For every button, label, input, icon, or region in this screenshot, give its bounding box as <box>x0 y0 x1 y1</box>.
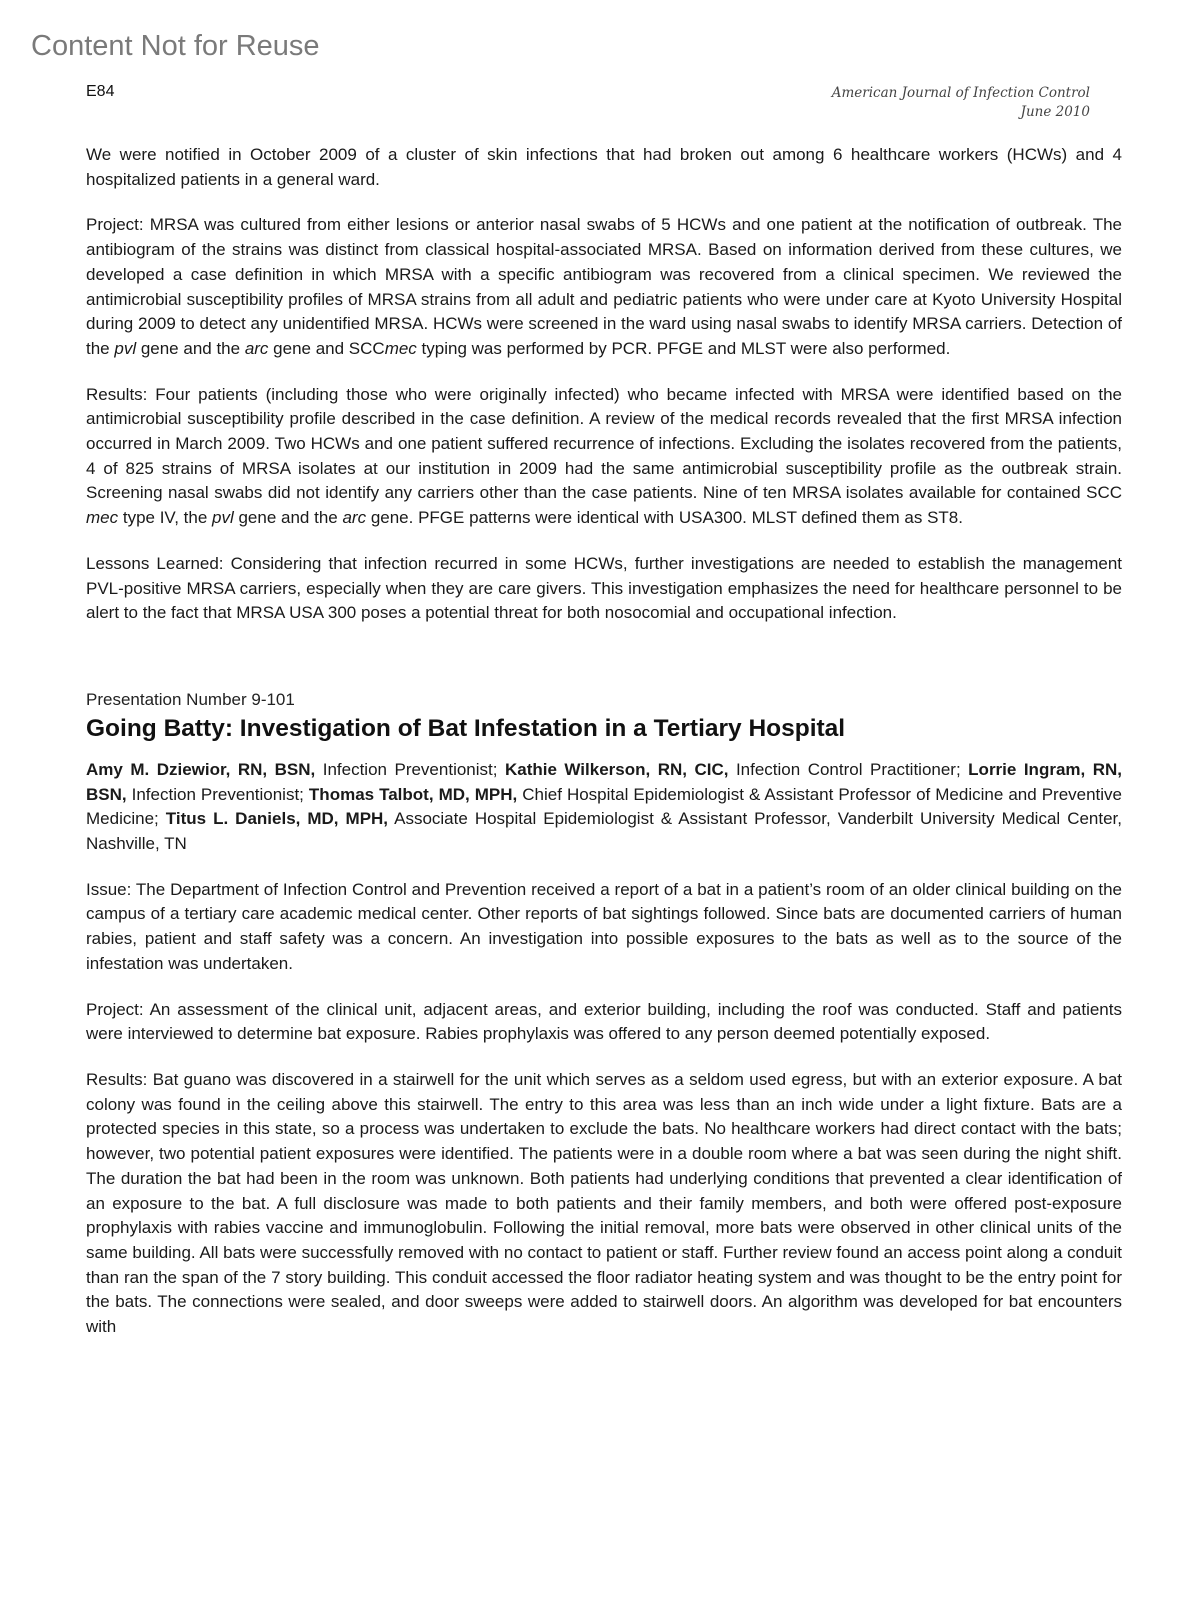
abstract-bats <box>86 688 1122 1340</box>
issue-paragraph: Issue: The Department of Infection Control and Prevention received a report of a bat in a patient’s room of an older clinical building on the campus of a tertiary care academic medical center. Other reports of bat sightings followed. Since bats are documented carriers of human rabies, patient and staff safety was a concern. An investigation into possible exposures to the bats as well as to the source of the infestation was undertaken. <box>86 879 1122 973</box>
abstract-mrsa <box>86 143 1122 626</box>
results-paragraph: Results: Four patients (including those who were originally infected) who became infected with MRSA were identified based on the antimicrobial susceptibility profile described in the case definition. A review of the medical records revealed that the first MRSA infection occurred in March 2009. Two HCWs and one patient suffered recurrence of infections. Excluding the isolates recovered from the patients, 4 of 825 strains of MRSA isolates at our institution in 2009 had the same antimicrobial susceptibility profile as the outbreak strain. Screening nasal swabs did not identify any carriers other than the case patients. Nine of ten MRSA isolates available for contained SCC mec type IV, the pvl gene and the arc gene. PFGE patterns were identical with USA300. MLST defined them as ST8. <box>86 384 1122 528</box>
project-paragraph: Project: An assessment of the clinical unit, adjacent areas, and exterior building, including the roof was conducted. Staff and patients were interviewed to determine bat exposure. Rabies prophylaxis was offered to any person deemed potentially exposed. <box>86 999 1122 1044</box>
watermark: Content Not for Reuse <box>31 30 320 62</box>
intro-paragraph: We were notified in October 2009 of a cluster of skin infections that had broken out among 6 healthcare workers (HCWs) and 4 hospitalized patients in a general ward. <box>86 145 1122 189</box>
project-paragraph: Project: MRSA was cultured from either lesions or anterior nasal swabs of 5 HCWs and one patient at the notification of outbreak. The antibiogram of the strains was distinct from classical hospital-associated MRSA. Based on information derived from these cultures, we developed a case definition in which MRSA with a specific antibiogram was recovered from a clinical specimen. We reviewed the antimicrobial susceptibility profiles of MRSA strains from all adult and pediatric patients who were under care at Kyoto University Hospital during 2009 to detect any unidentified MRSA. HCWs were screened in the ward using nasal swabs to identify MRSA carriers. Detection of the pvl gene and the arc gene and SCCmec typing was performed by PCR. PFGE and MLST were also performed. <box>86 215 1122 358</box>
page-content <box>86 143 1122 1340</box>
presentation-number: Presentation Number 9-101 <box>86 689 295 709</box>
page-number: E84 <box>86 83 115 100</box>
results-paragraph: Results: Bat guano was discovered in a stairwell for the unit which serves as a seldom used egress, but with an exterior exposure. A bat colony was found in the ceiling above this stairwell. The entry to this area was less than an inch wide under a light fixture. Bats are a protected species in this state, so a process was undertaken to exclude the bats. No healthcare workers had direct contact with the bats; however, two potential patient exposures were identified. The patients were in a double room where a bat was seen during the night shift. The duration the bat had been in the room was unknown. Both patients had underlying conditions that prevented a clear identification of an exposure to the bat. A full disclosure was made to both patients and their family members, and both were offered post-exposure prophylaxis with rabies vaccine and immunoglobulin. Following the initial removal, more bats were observed in other clinical units of the same building. All bats were successfully removed with no contact to patient or staff. Further review found an access point along a conduit than ran the span of the 7 story building. This conduit accessed the floor radiator heating system and was thought to be the entry point for the bats. The connections were sealed, and door sweeps were added to stairwell doors. An algorithm was developed for bat encounters with <box>86 1069 1122 1337</box>
journal-header <box>832 84 1090 122</box>
article-title: Going Batty: Investigation of Bat Infestation in a Tertiary Hospital <box>86 714 846 742</box>
issue-date: June 2010 <box>1020 104 1090 120</box>
lessons-paragraph: Lessons Learned: Considering that infection recurred in some HCWs, further investigations are needed to establish the management PVL-positive MRSA carriers, especially when they are care givers. This investigation emphasizes the need for healthcare personnel to be alert to the fact that MRSA USA 300 poses a potential threat for both nosocomial and occupational infection. <box>86 553 1122 623</box>
authors: Amy M. Dziewior, RN, BSN, Infection Preventionist; Kathie Wilkerson, RN, CIC, Infection Control Practitioner; Lorrie Ingram, RN, BSN, Infection Preventionist; Thomas Talbot, MD, MPH, Chief Hospital Epidemiologist & Assistant Professor of Medicine and Preventive Medicine; Titus L. Daniels, MD, MPH, Associate Hospital Epidemiologist & Assistant Professor, Vanderbilt University Medical Center, Nashville, TN <box>86 759 1123 854</box>
journal-name: American Journal of Infection Control <box>831 85 1090 101</box>
